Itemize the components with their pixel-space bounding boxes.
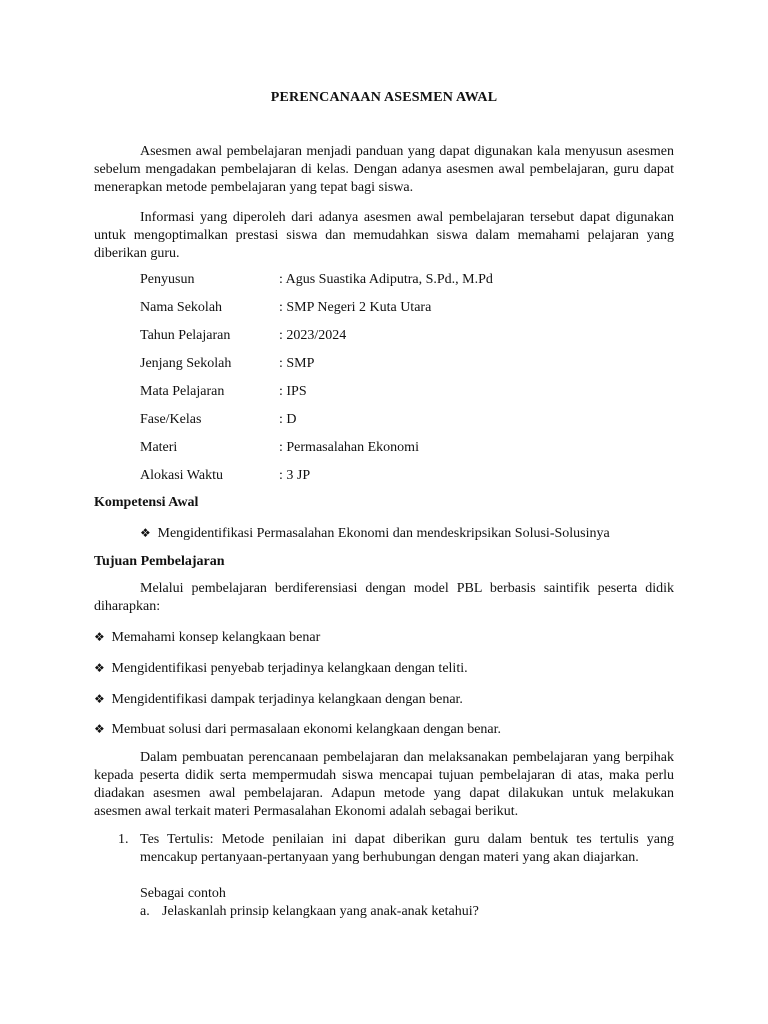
kompetensi-heading: Kompetensi Awal (94, 495, 199, 510)
intro-paragraph-1: Asesmen awal pembelajaran menjadi panduan yang dapat digunakan kala menyusun asesmen sebelum mengadakan pembelajaran di kelas. Dengan adanya asesmen awal pembelajaran, guru dapat menerapkan metode pembelajaran yang tepat bagi siswa. (94, 144, 674, 195)
tujuan-item (94, 659, 468, 678)
identity-value: : 3 JP (279, 468, 311, 483)
kompetensi-item (140, 524, 610, 543)
method-text: Tes Tertulis: Metode penilaian ini dapat diberikan guru dalam bentuk tes tertulis yang mencakup pertanyaan-pertanyaan yang berhubungan dengan materi yang akan diajarkan. (140, 832, 674, 865)
intro-paragraph-2: Informasi yang diperoleh dari adanya asesmen awal pembelajaran tersebut dapat digunakan untuk mengoptimalkan prestasi siswa dan memudahkan siswa dalam memahami pelajaran yang diberikan guru. (94, 210, 674, 261)
closing-paragraph: Dalam pembuatan perencanaan pembelajaran dan melaksanakan pembelajaran yang berpihak kepada peserta didik serta mempermudah siswa mencapai tujuan pembelajaran di atas, maka perlu diadakan asesmen awal pembelajaran. Adapun metode yang dapat dilakukan untuk melakukan asesmen awal terkait materi Permasalahan Ekonomi adalah sebagai berikut. (94, 750, 674, 819)
example-letter: a. (140, 904, 150, 919)
example-label: Sebagai contoh (140, 886, 226, 901)
identity-value: : SMP (279, 356, 315, 371)
identity-label: Nama Sekolah (140, 300, 223, 315)
identity-label: Tahun Pelajaran (140, 328, 231, 343)
identity-value: : D (279, 412, 297, 427)
identity-value: : Agus Suastika Adiputra, S.Pd., M.Pd (279, 272, 493, 287)
tujuan-intro: Melalui pembelajaran berdiferensiasi dengan model PBL berbasis saintifik peserta didik diharapkan: (94, 581, 674, 614)
diamond-bullet-icon: ❖ (94, 722, 105, 736)
identity-label: Materi (140, 440, 178, 455)
tujuan-item (94, 720, 501, 739)
kompetensi-item-text: Mengidentifikasi Permasalahan Ekonomi dan mendeskripsikan Solusi-Solusinya (157, 526, 610, 541)
tujuan-item-text: Memahami konsep kelangkaan benar (111, 630, 321, 645)
tujuan-item (94, 690, 463, 709)
identity-value: : IPS (279, 384, 307, 399)
identity-label: Jenjang Sekolah (140, 356, 232, 371)
example-text: Jelaskanlah prinsip kelangkaan yang anak-anak ketahui? (162, 904, 479, 919)
method-number: 1. (118, 832, 129, 847)
tujuan-item-text: Membuat solusi dari permasalaan ekonomi kelangkaan dengan benar. (111, 722, 502, 737)
identity-value: : SMP Negeri 2 Kuta Utara (279, 300, 432, 315)
tujuan-heading: Tujuan Pembelajaran (94, 554, 225, 569)
tujuan-item-text: Mengidentifikasi dampak terjadinya kelangkaan dengan benar. (111, 692, 463, 707)
diamond-bullet-icon: ❖ (140, 526, 151, 540)
diamond-bullet-icon: ❖ (94, 661, 105, 675)
identity-label: Fase/Kelas (140, 412, 202, 427)
document-title: PERENCANAAN ASESMEN AWAL (270, 90, 498, 105)
diamond-bullet-icon: ❖ (94, 630, 105, 644)
identity-label: Alokasi Waktu (140, 468, 223, 483)
tujuan-item-text: Mengidentifikasi penyebab terjadinya kelangkaan dengan teliti. (111, 661, 468, 676)
identity-label: Penyusun (140, 272, 195, 287)
identity-value: : Permasalahan Ekonomi (279, 440, 419, 455)
identity-label: Mata Pelajaran (140, 384, 225, 399)
identity-value: : 2023/2024 (279, 328, 347, 343)
diamond-bullet-icon: ❖ (94, 692, 105, 706)
tujuan-item (94, 628, 320, 647)
